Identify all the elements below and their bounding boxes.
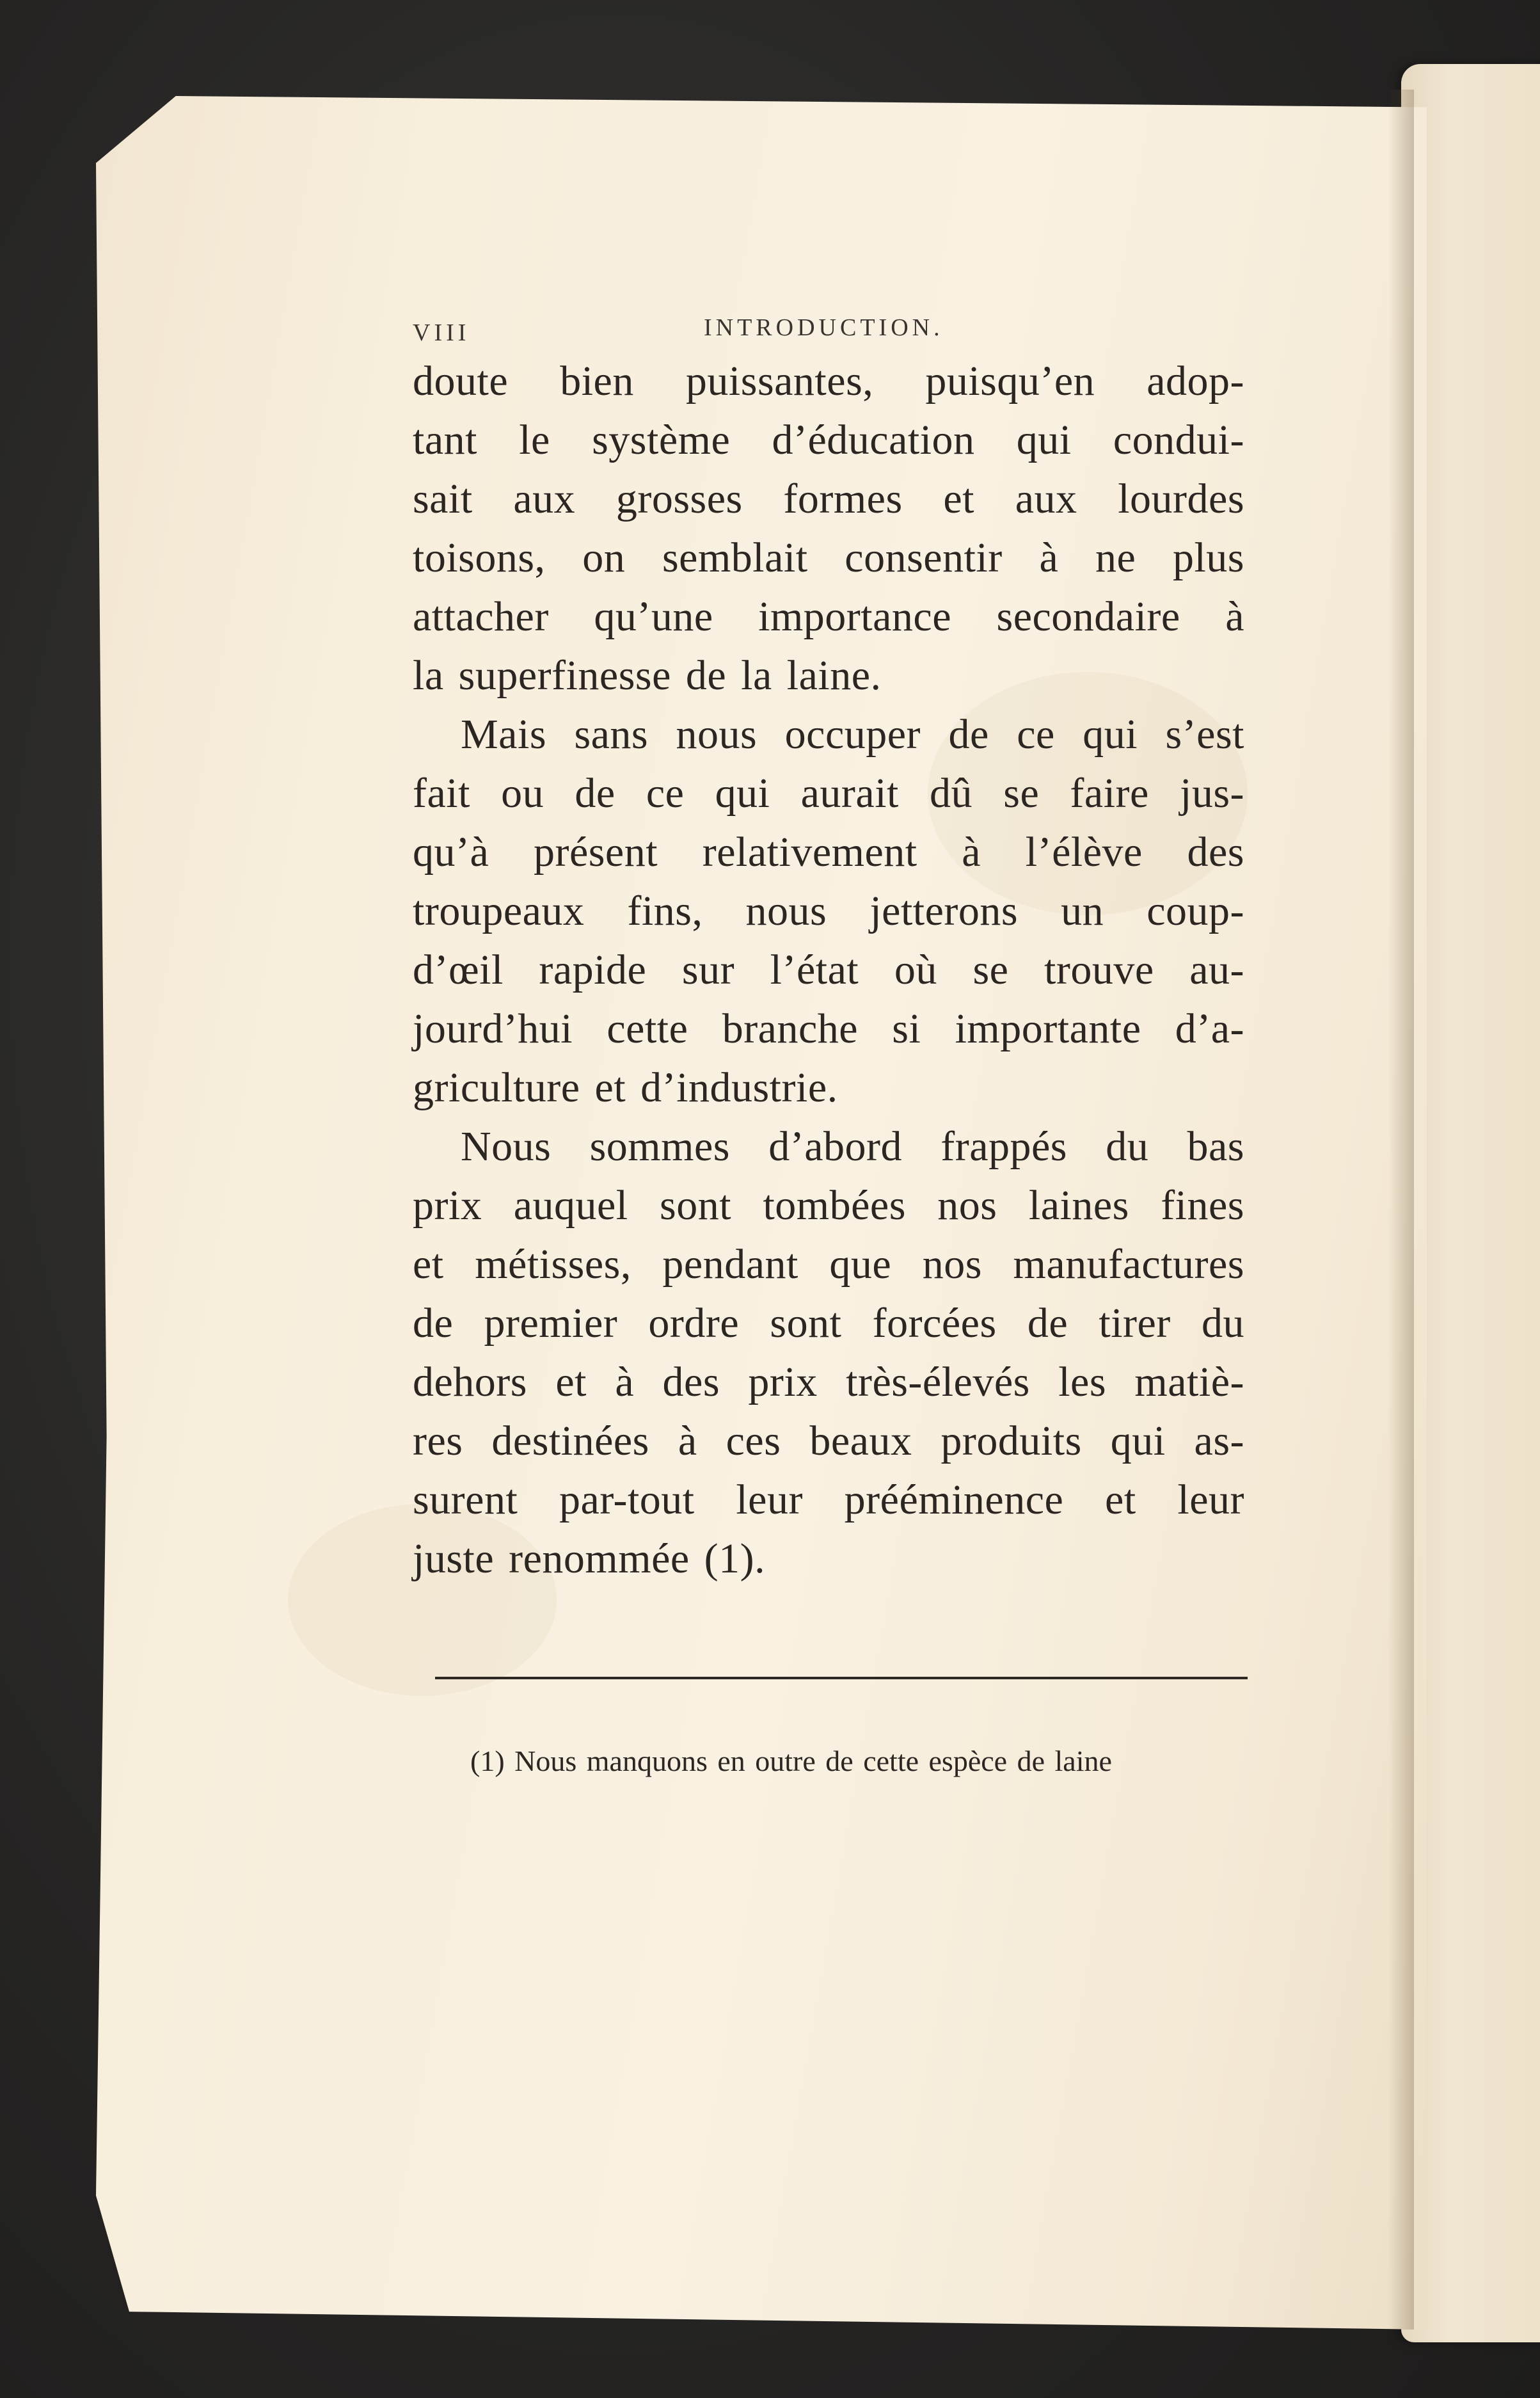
text-line: Nous sommes d’abord frappés du bas (461, 1123, 1244, 1170)
text-line: troupeaux fins, nous jetterons un coup- (413, 888, 1244, 934)
text-line: prix auquel sont tombées nos laines fines (413, 1182, 1244, 1229)
paragraph (413, 1117, 1244, 1588)
text-line: doute bien puissantes, puisqu’en adop- (413, 358, 1244, 404)
body-text (413, 352, 1244, 1588)
text-line: juste renommée (1). (413, 1535, 766, 1582)
page-gutter-shadow (1388, 90, 1414, 2330)
page-number: VIII (413, 319, 470, 346)
running-title: INTRODUCTION. (704, 314, 944, 341)
footnote: (1) Nous manquons en outre de cette espèce de laine (470, 1745, 1112, 1777)
text-line: surent par-tout leur prééminence et leur (413, 1476, 1244, 1523)
text-line: jourd’hui cette branche si importante d’a- (413, 1005, 1244, 1052)
text-line: et métisses, pendant que nos manufactures (413, 1241, 1244, 1288)
text-line: Mais sans nous occuper de ce qui s’est (461, 711, 1244, 758)
text-line: tant le système d’éducation qui condui- (413, 417, 1244, 463)
text-line: de premier ordre sont forcées de tirer du (413, 1300, 1244, 1347)
text-line: res destinées à ces beaux produits qui as- (413, 1418, 1244, 1464)
paragraph (413, 352, 1244, 705)
text-line: toisons, on semblait consentir à ne plus (413, 534, 1244, 581)
text-line: sait aux grosses formes et aux lourdes (413, 476, 1244, 522)
text-line: fait ou de ce qui aurait dû se faire jus- (413, 770, 1244, 817)
text-line: d’œil rapide sur l’état où se trouve au- (413, 947, 1244, 993)
footnote-rule (435, 1677, 1248, 1679)
text-line: qu’à présent relativement à l’élève des (413, 829, 1244, 875)
text-line: attacher qu’une importance secondaire à (413, 593, 1244, 640)
text-line: griculture et d’industrie. (413, 1064, 838, 1111)
running-head (413, 307, 1244, 352)
page-text-block (413, 307, 1244, 1588)
text-line: la superfinesse de la laine. (413, 652, 882, 699)
text-line: dehors et à des prix très-élevés les matiè- (413, 1359, 1244, 1405)
paragraph (413, 705, 1244, 1117)
